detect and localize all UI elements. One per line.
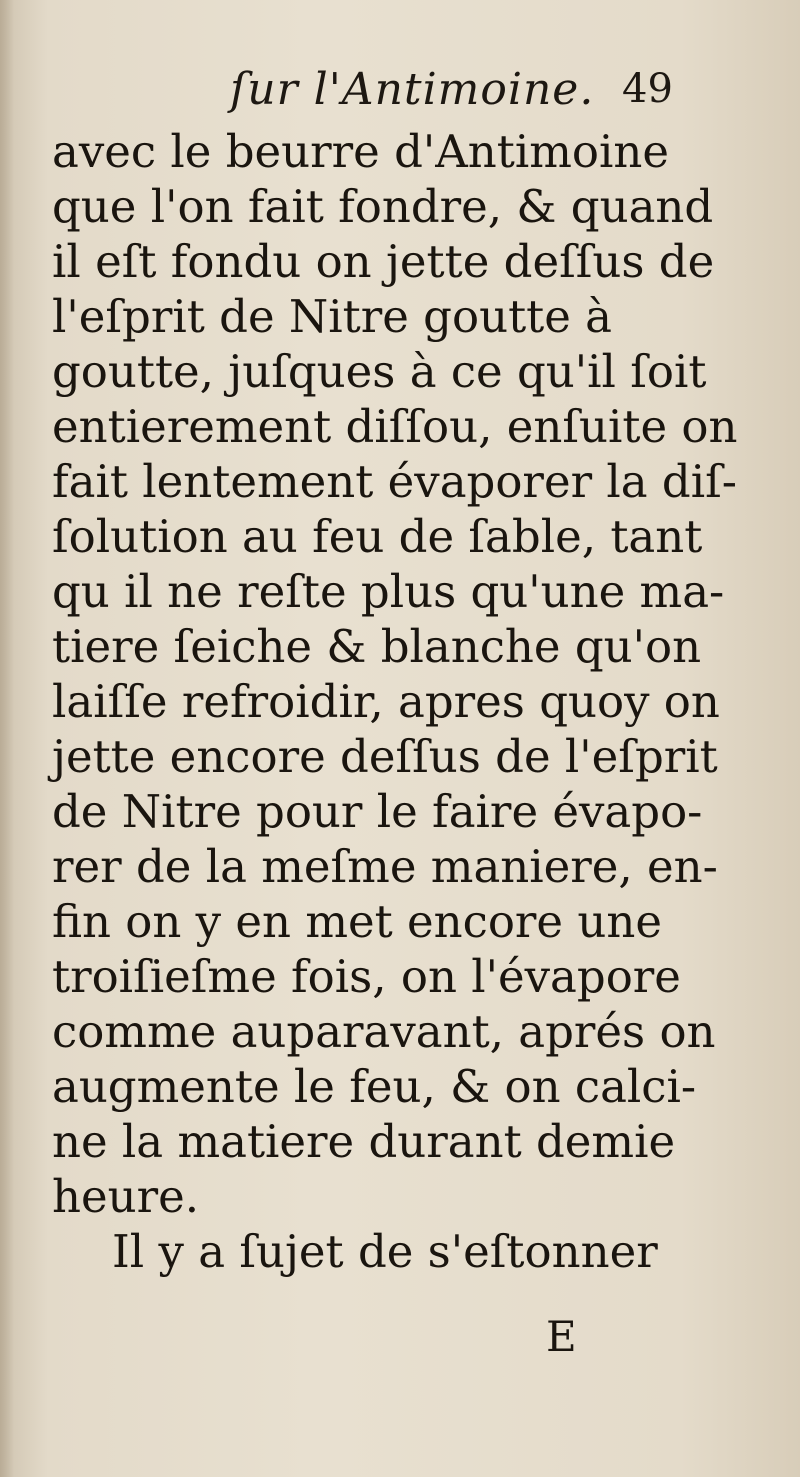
- text-line: fin on y en met encore une: [52, 895, 662, 948]
- signature-mark: E: [546, 1312, 577, 1361]
- text-line: de Nitre pour le faire évapo-: [52, 785, 703, 838]
- text-line: laiſſe refroidir, apres quoy on: [52, 675, 720, 728]
- text-line: comme auparavant, aprés on: [52, 1005, 716, 1058]
- text-line: heure.: [52, 1170, 200, 1223]
- text-line: entierement diſſou, enſuite on: [52, 400, 738, 453]
- body-text: [52, 124, 738, 1279]
- text-line: jette encore deſſus de l'eſprit: [52, 730, 718, 783]
- text-line: augmente le feu, & on calci-: [52, 1060, 697, 1113]
- page-number: 49: [622, 66, 673, 112]
- text-line: fait lentement évaporer la diſ-: [52, 455, 737, 508]
- text-line: que l'on fait fondre, & quand: [52, 180, 714, 233]
- running-title: ſur l'Antimoine.: [230, 64, 595, 115]
- text-line: qu il ne reſte plus qu'une ma-: [52, 565, 725, 618]
- paragraph-start-line: Il y a ſujet de s'eſtonner: [112, 1225, 658, 1278]
- text-line: ſolution au feu de ſable, tant: [52, 510, 703, 563]
- text-line: rer de la meſme maniere, en-: [52, 840, 718, 893]
- text-line: l'eſprit de Nitre goutte à: [52, 290, 612, 343]
- text-line: ne la matiere durant demie: [52, 1115, 676, 1168]
- text-line: avec le beurre d'Antimoine: [52, 125, 669, 178]
- text-line: troiſieſme fois, on l'évapore: [52, 950, 681, 1003]
- page-header: [0, 62, 800, 122]
- text-line: il eſt fondu on jette deſſus de: [52, 235, 715, 288]
- text-line: goutte, juſques à ce qu'il ſoit: [52, 345, 707, 398]
- text-line: tiere ſeiche & blanche qu'on: [52, 620, 702, 673]
